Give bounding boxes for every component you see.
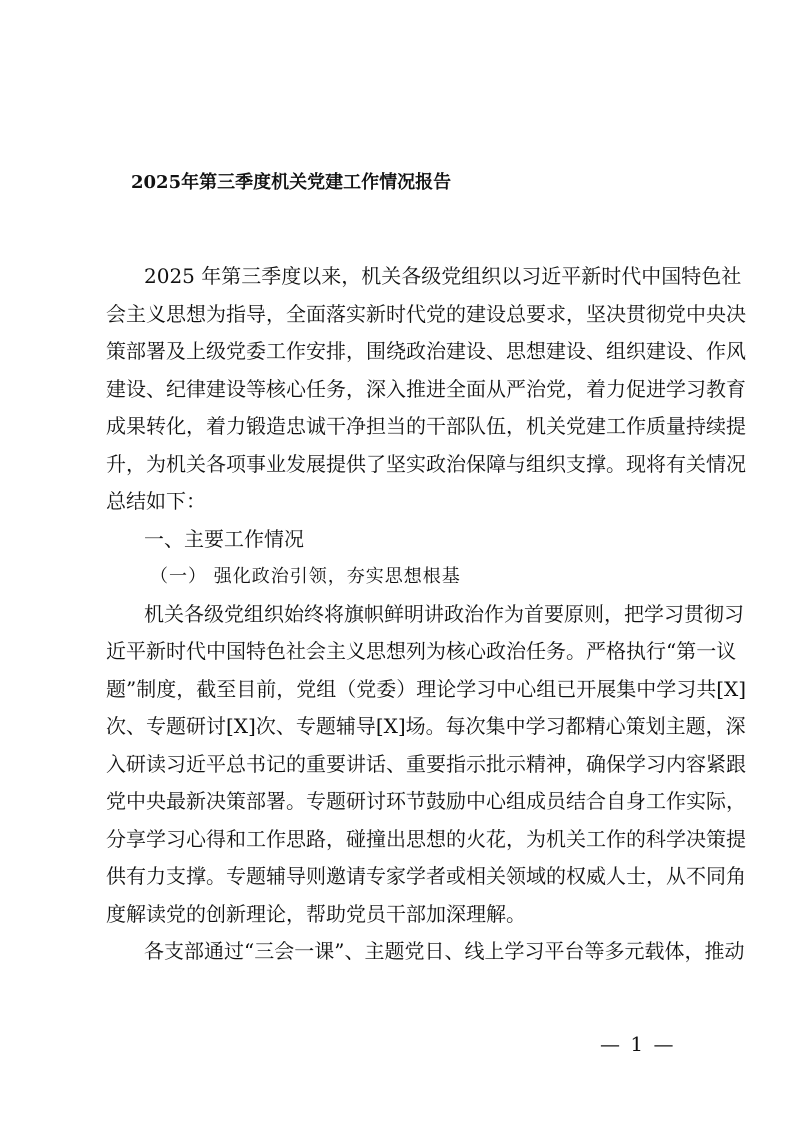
text-line: 近平新时代中国特色社会主义思想列为核心政治任务。严格执行“第一议: [106, 639, 737, 663]
document-title: 2025年第三季度机关党建工作情况报告: [131, 172, 452, 193]
paragraph: [106, 933, 745, 971]
text-line: 建设、纪律建设等核心任务，深入推进全面从严治党，着力促进学习教育: [106, 376, 746, 401]
document-body: [106, 258, 747, 971]
text-line: 入研读习近平总书记的重要讲话、重要指示批示精神，确保学习内容紧跟: [106, 751, 746, 776]
text-line: 党中央最新决策部署。专题研讨环节鼓励中心组成员结合自身工作实际，: [106, 789, 746, 813]
text-line: 题”制度，截至目前，党组（党委）理论学习中心组已开展集中学习共[X]: [106, 676, 747, 701]
page-number: — 1 —: [600, 1032, 676, 1056]
text-line: 供有力支撑。专题辅导则邀请专家学者或相关领域的权威人士，从不同角: [106, 864, 746, 888]
text-line: 度解读党的创新理论，帮助党员干部加深理解。: [106, 901, 526, 926]
text-line: 各支部通过“三会一课”、主题党日、线上学习平台等多元载体，推动: [144, 939, 745, 963]
text-line: 总结如下：: [106, 489, 206, 513]
subsection-heading: （一） 强化政治引领，夯实思想根基: [150, 566, 461, 587]
text-line: 会主义思想为指导，全面落实新时代党的建设总要求，坚决贯彻党中央决: [106, 301, 746, 326]
text-line: 机关各级党组织始终将旗帜鲜明讲政治作为首要原则，把学习贯彻习: [144, 601, 744, 626]
paragraph: [106, 596, 747, 934]
text-line: 策部署及上级党委工作安排，围绕政治建设、思想建设、组织建设、作风: [106, 339, 746, 363]
text-line: 分享学习心得和工作思路，碰撞出思想的火花，为机关工作的科学决策提: [106, 826, 746, 851]
section-heading: 一、主要工作情况: [144, 526, 304, 551]
text-line: 成果转化，着力锻造忠诚干净担当的干部队伍，机关党建工作质量持续提: [106, 414, 746, 438]
text-line: 2025 年第三季度以来，机关各级党组织以习近平新时代中国特色社: [144, 264, 742, 288]
text-line: 次、专题研讨[X]次、专题辅导[X]场。每次集中学习都精心策划主题，深: [106, 714, 746, 738]
text-line: 升，为机关各项事业发展提供了坚实政治保障与组织支撑。现将有关情况: [106, 451, 746, 476]
intro-paragraph: [106, 258, 746, 521]
